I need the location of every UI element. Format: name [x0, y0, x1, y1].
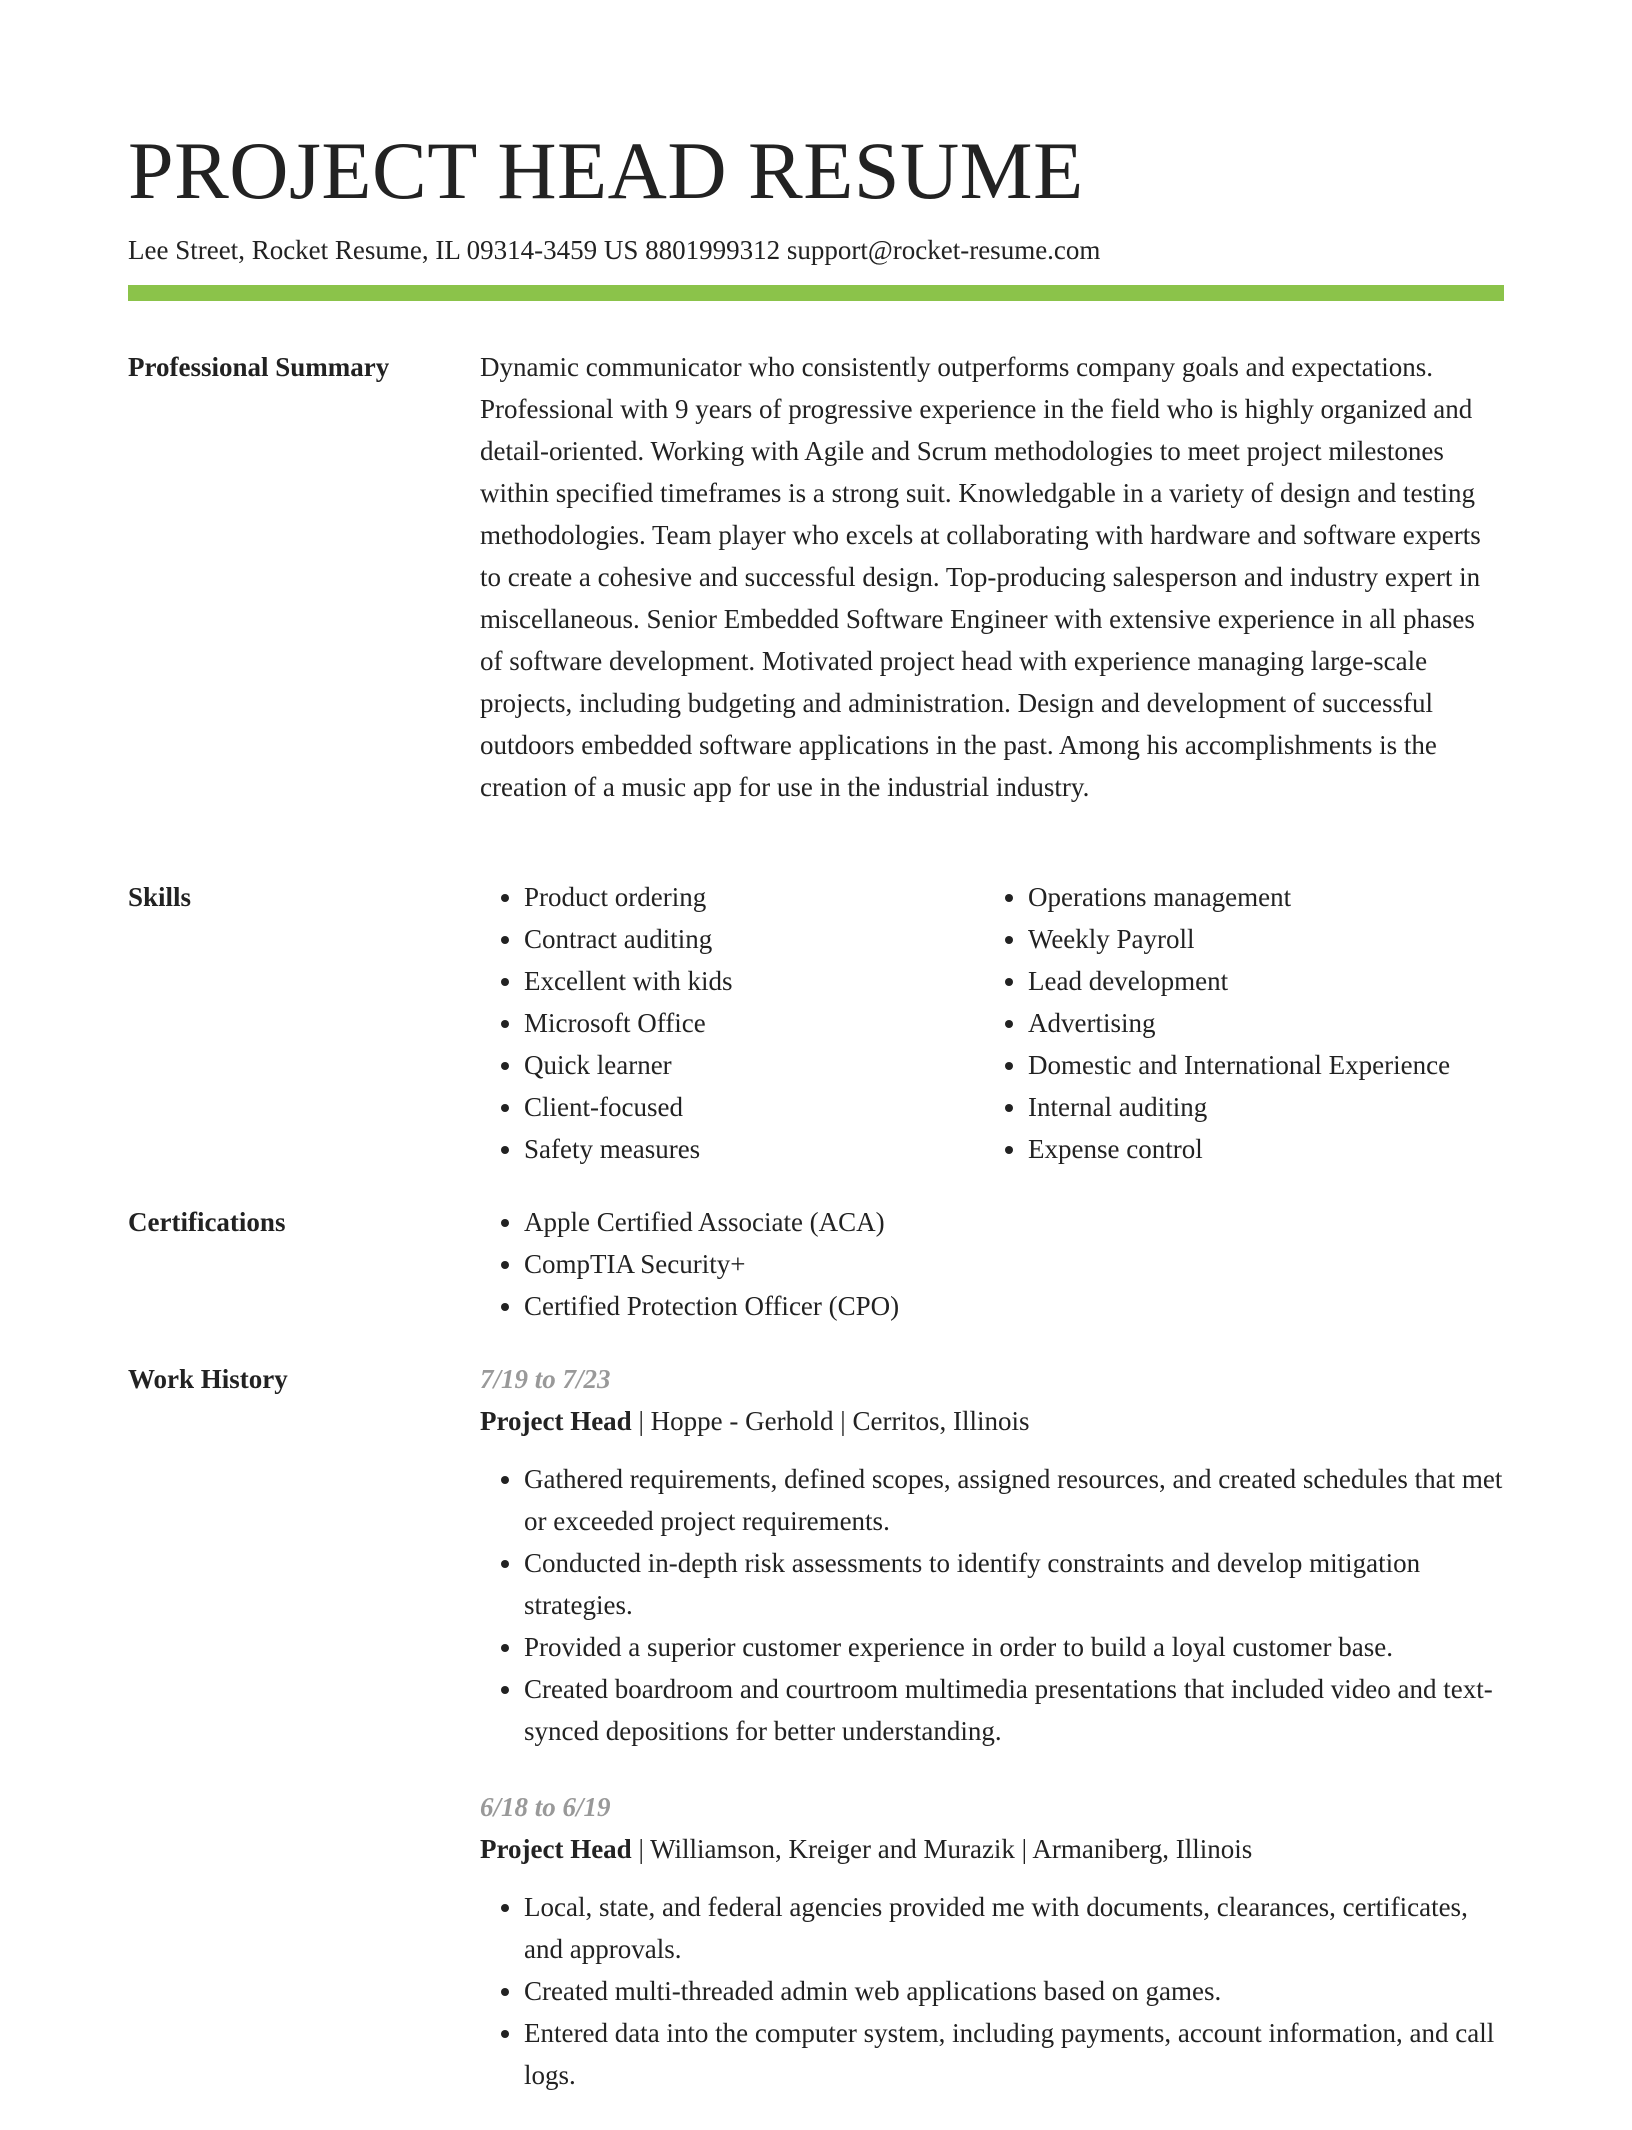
- skill-item: • Microsoft Office: [524, 1002, 984, 1044]
- skill-item: • Operations management: [1028, 876, 1488, 918]
- job-entry: [480, 1786, 1504, 2096]
- resume-title: PROJECT HEAD RESUME: [128, 125, 1084, 216]
- job-bullet: • Conducted in-depth risk assessments to identify constraints and develop mitigation strategies.: [524, 1542, 1504, 1626]
- skill-item: • Internal auditing: [1028, 1086, 1488, 1128]
- skill-item: • Domestic and International Experience: [1028, 1044, 1488, 1086]
- job-bullet: • Provided a superior customer experience in order to build a loyal customer base.: [524, 1626, 1504, 1668]
- skill-item: • Product ordering: [524, 876, 984, 918]
- certification-item: • CompTIA Security+: [524, 1243, 1504, 1285]
- skill-item: • Weekly Payroll: [1028, 918, 1488, 960]
- job-bullet: • Local, state, and federal agencies provided me with documents, clearances, certificates, and approvals.: [524, 1886, 1504, 1970]
- summary-text: Dynamic communicator who consistently outperforms company goals and expectations. Professional with 9 years of progressive experience in the field who is highly organized and detail-oriented. Working with Agile and Scrum methodologies to meet project milestones within specified timeframes is a strong suit. Knowledgable in a variety of design and testing methodologies. Team player who excels at collaborating with hardware and software experts to create a cohesive and successful design. Top-producing salesperson and industry expert in miscellaneous. Senior Embedded Software Engineer with extensive experience in all phases of software development. Motivated project head with experience managing large-scale projects, including budgeting and administration. Design and development of successful outdoors embedded software applications in the past. Among his accomplishments is the creation of a music app for use in the industrial industry.: [480, 352, 1481, 802]
- skills-label: Skills: [128, 882, 192, 912]
- certifications-body: [480, 1201, 1504, 1327]
- summary-label: Professional Summary: [128, 352, 390, 382]
- skill-item: • Safety measures: [524, 1128, 984, 1170]
- skills-list-left: [480, 876, 984, 1170]
- job-heading: [480, 1400, 1504, 1442]
- work-body: [480, 1358, 1504, 2130]
- job-details: | Williamson, Kreiger and Murazik | Armaniberg, Illinois: [631, 1834, 1253, 1864]
- job-dates: 7/19 to 7/23: [480, 1364, 611, 1394]
- certification-item: • Certified Protection Officer (CPO): [524, 1285, 1504, 1327]
- skill-item: • Advertising: [1028, 1002, 1488, 1044]
- job-bullets: [480, 1886, 1504, 2096]
- work-label: Work History: [128, 1364, 288, 1394]
- job-bullets: [480, 1458, 1504, 1752]
- certifications-list: [480, 1201, 1504, 1327]
- skill-item: • Expense control: [1028, 1128, 1488, 1170]
- skill-item: • Lead development: [1028, 960, 1488, 1002]
- job-title: Project Head: [480, 1406, 632, 1436]
- skill-item: • Contract auditing: [524, 918, 984, 960]
- certification-item: • Apple Certified Associate (ACA): [524, 1201, 1504, 1243]
- summary-body: [480, 346, 1504, 808]
- skills-list-right: [984, 876, 1488, 1170]
- job-title: Project Head: [480, 1834, 632, 1864]
- certifications-label: Certifications: [128, 1207, 286, 1237]
- job-bullet: • Created boardroom and courtroom multimedia presentations that included video and text-synced depositions for better understanding.: [524, 1668, 1504, 1752]
- job-bullet: • Entered data into the computer system, including payments, account information, and call logs.: [524, 2012, 1504, 2096]
- job-entry: [480, 1358, 1504, 1752]
- job-bullet: • Gathered requirements, defined scopes, assigned resources, and created schedules that met or exceeded project requirements.: [524, 1458, 1504, 1542]
- skills-body: [480, 876, 1504, 1170]
- job-heading: [480, 1828, 1504, 1870]
- job-details: | Hoppe - Gerhold | Cerritos, Illinois: [631, 1406, 1030, 1436]
- skill-item: • Excellent with kids: [524, 960, 984, 1002]
- job-bullet: • Created multi-threaded admin web applications based on games.: [524, 1970, 1504, 2012]
- skill-item: • Client-focused: [524, 1086, 984, 1128]
- contact-info: Lee Street, Rocket Resume, IL 09314-3459 US 8801999312 support@rocket-resume.com: [128, 235, 1101, 265]
- skill-item: • Quick learner: [524, 1044, 984, 1086]
- header-divider: [128, 285, 1504, 301]
- job-dates: 6/18 to 6/19: [480, 1792, 611, 1822]
